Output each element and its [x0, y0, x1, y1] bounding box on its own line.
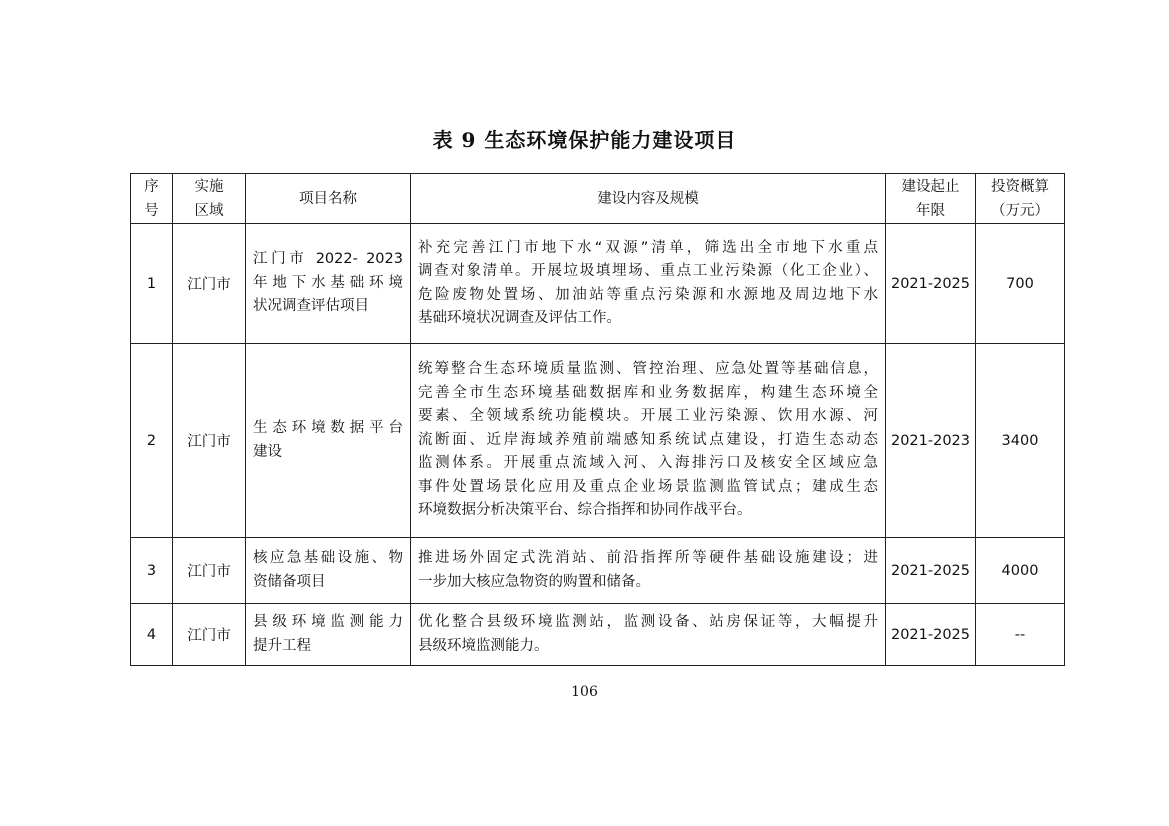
table-row [131, 344, 1065, 538]
row-content-line: 完善全市生态环境基础数据库和业务数据库，构建生态环境全 [418, 384, 878, 401]
header-budget-line: （万元） [991, 202, 1049, 219]
row-period: 2021-2025 [886, 604, 976, 666]
row-content [411, 344, 886, 538]
row-budget: 700 [976, 224, 1065, 344]
row-period: 2021-2025 [886, 224, 976, 344]
row-content-line: 补充完善江门市地下水“双源”清单，筛选出全市地下水重点 [418, 239, 878, 256]
row-project-name-line: 状况调查评估项目 [253, 298, 369, 315]
row-area: 江门市 [173, 538, 246, 604]
row-content [411, 538, 886, 604]
row-content [411, 224, 886, 344]
table-row [131, 604, 1065, 666]
row-content-line: 环境数据分析决策平台、综合指挥和协同作战平台。 [418, 502, 752, 519]
row-content-line: 监测体系。开展重点流域入河、入海排污口及核安全区域应急 [418, 455, 878, 472]
row-area: 江门市 [173, 344, 246, 538]
header-period-line: 年限 [916, 202, 945, 219]
header-name: 项目名称 [246, 174, 411, 224]
row-period: 2021-2025 [886, 538, 976, 604]
header-budget-line: 投资概算 [991, 178, 1049, 195]
row-project-name-line: 建设 [253, 443, 282, 460]
row-budget: 4000 [976, 538, 1065, 604]
row-content [411, 604, 886, 666]
header-no-line: 号 [144, 202, 159, 219]
row-project-name-line: 生态环境数据平台 [253, 420, 403, 436]
row-content-line: 事件处置场景化应用及重点企业场景监测监管试点；建成生态 [418, 478, 878, 495]
row-number: 2 [131, 344, 173, 538]
header-period-line: 建设起止 [901, 178, 960, 195]
table-row [131, 538, 1065, 604]
row-project-name-line: 江门市 2022- 2023 [253, 251, 403, 268]
header-no-line: 序 [144, 178, 159, 195]
table-header-row [131, 174, 1065, 224]
row-content-line: 基础环境状况调查及评估工作。 [418, 310, 621, 326]
row-project-name [246, 344, 411, 538]
row-content-line: 一步加大核应急物资的购置和储备。 [418, 573, 650, 590]
header-area [173, 174, 246, 224]
row-content-line: 流断面、近岸海域养殖前端感知系统试点建设，打造生态动态 [418, 431, 878, 448]
header-content: 建设内容及规模 [411, 174, 886, 224]
row-content-line: 推进场外固定式洗消站、前沿指挥所等硬件基础设施建设；进 [418, 550, 878, 566]
header-budget [976, 174, 1065, 224]
header-period [886, 174, 976, 224]
row-project-name-line: 县级环境监测能力 [253, 614, 403, 630]
row-number: 1 [131, 224, 173, 344]
row-project-name-line: 核应急基础设施、物 [253, 550, 403, 566]
row-content-line: 优化整合县级环境监测站，监测设备、站房保证等，大幅提升 [418, 614, 878, 630]
row-project-name [246, 538, 411, 604]
row-content-line: 县级环境监测能力。 [418, 637, 549, 654]
row-period: 2021-2023 [886, 344, 976, 538]
row-number: 4 [131, 604, 173, 666]
table-row [131, 224, 1065, 344]
table-title: 表 9 生态环境保护能力建设项目 [432, 128, 737, 152]
row-area: 江门市 [173, 224, 246, 344]
row-content-line: 统筹整合生态环境质量监测、管控治理、应急处置等基础信息， [418, 361, 878, 378]
row-content-line: 危险废物处置场、加油站等重点污染源和水源地及周边地下水 [418, 286, 878, 303]
row-budget: 3400 [976, 344, 1065, 538]
row-project-name-line: 资储备项目 [253, 573, 326, 590]
row-content-line: 要素、全领域系统功能模块。开展工业污染源、饮用水源、河 [418, 408, 878, 425]
row-project-name [246, 224, 411, 344]
row-project-name [246, 604, 411, 666]
row-number: 3 [131, 538, 173, 604]
header-area-line: 实施 [194, 178, 224, 195]
header-no [131, 174, 173, 224]
header-area-line: 区域 [194, 202, 224, 219]
page-number: 106 [571, 684, 598, 700]
row-area: 江门市 [173, 604, 246, 666]
row-project-name-line: 提升工程 [253, 637, 311, 654]
projects-table [130, 173, 1065, 666]
row-content-line: 调查对象清单。开展垃圾填埋场、重点工业污染源（化工企业）、 [418, 263, 878, 279]
row-budget: -- [976, 604, 1065, 666]
row-project-name-line: 年地下水基础环境 [253, 274, 403, 291]
